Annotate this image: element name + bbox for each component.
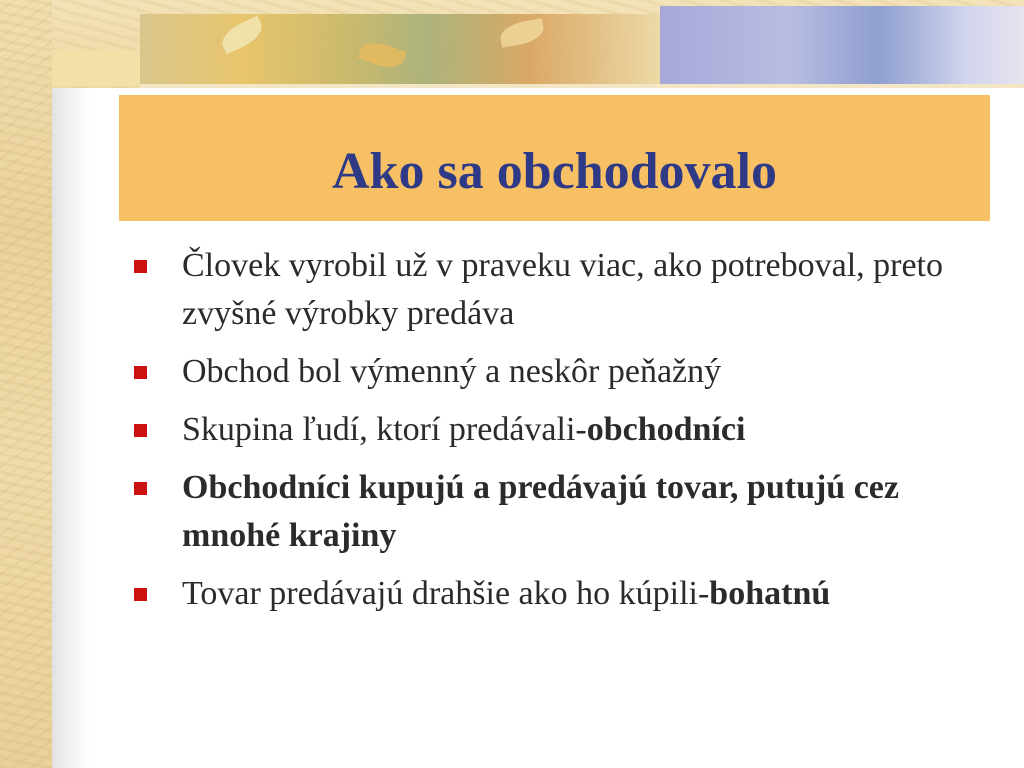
slide-title: Ako sa obchodovalo (332, 143, 777, 200)
header-divider (140, 84, 1024, 88)
left-shadow (52, 88, 92, 768)
bullet-item (130, 464, 990, 560)
bullet-item (130, 348, 990, 396)
bullet-square-icon (134, 424, 147, 437)
bullet-square-icon (134, 482, 147, 495)
bullet-bold-text: Obchodníci kupujú a predávajú tovar, putujú cez mnohé krajiny (182, 469, 899, 554)
bullet-text: Človek vyrobil už v praveku viac, ako potreboval, preto zvyšné výrobky predáva (182, 247, 943, 332)
header-leaf-image (140, 14, 660, 84)
bullet-list (130, 242, 990, 628)
bullet-text: Obchod bol výmenný a neskôr peňažný (182, 353, 722, 390)
bullet-item (130, 406, 990, 454)
bullet-bold-text: obchodníci (586, 411, 746, 448)
bullet-item (130, 570, 990, 618)
leaf-decoration (358, 37, 407, 73)
bullet-square-icon (134, 260, 147, 273)
leaf-decoration (498, 18, 545, 47)
leaf-decoration (217, 16, 266, 55)
bullet-bold-text: bohatnú (709, 575, 831, 612)
bullet-square-icon (134, 588, 147, 601)
left-decorative-strip (0, 0, 52, 768)
bullet-text: Skupina ľudí, ktorí predávali- (182, 411, 587, 448)
bullet-square-icon (134, 366, 147, 379)
bullet-item (130, 242, 990, 338)
bullet-text: Tovar predávajú drahšie ako ho kúpili- (182, 575, 710, 612)
header-flower-image (660, 6, 1024, 84)
